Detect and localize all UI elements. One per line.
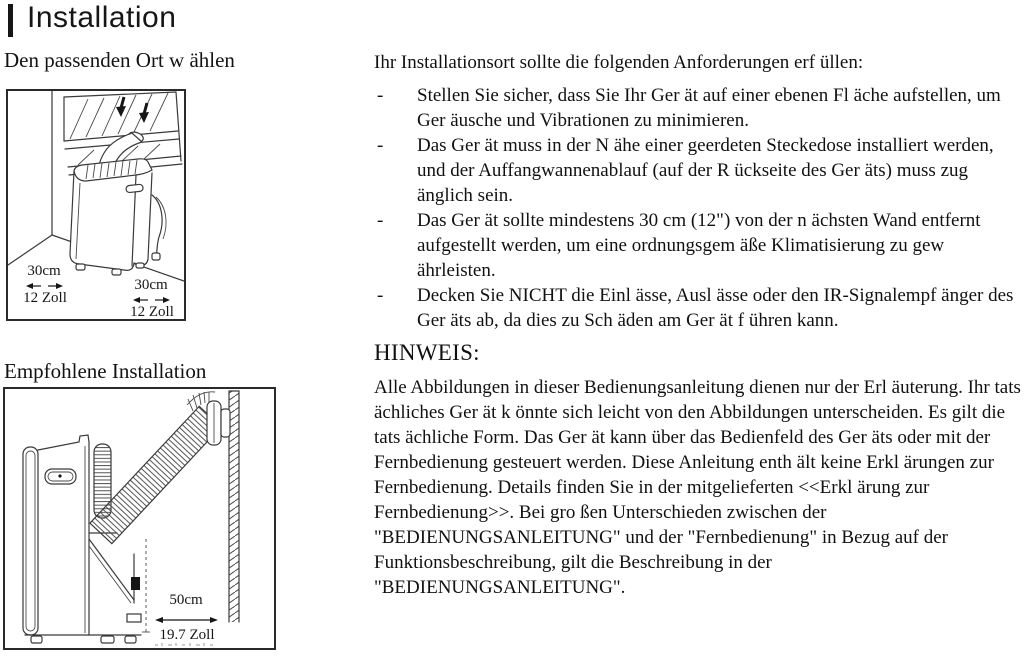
ac-unit-illustration (70, 159, 166, 275)
dimension-label: 30cm (134, 277, 168, 293)
hose-connector (207, 401, 230, 445)
bullet-dash: - (377, 85, 384, 106)
requirement-item (374, 208, 1022, 283)
dimension-label: 12 Zoll (23, 290, 67, 306)
bullet-dash: - (377, 285, 384, 306)
requirement-item (374, 83, 1022, 133)
requirement-item (374, 283, 1022, 333)
power-connector (131, 577, 140, 590)
figure-recommended-installation (3, 387, 276, 650)
site-selection-illustration (8, 91, 184, 319)
requirements-section (374, 50, 1022, 600)
cropped-text-marks (155, 643, 213, 646)
requirement-text: Stellen Sie sicher, dass Sie Ihr Ger ät auf einer ebenen Fl äche aufstellen, um Ger äusche und Vibrationen zu minimieren. (417, 85, 1001, 131)
dimension-arrow-icon (155, 617, 218, 623)
page-title: Installation (27, 1, 177, 34)
figure-site-selection (6, 89, 186, 321)
dimension-label: 19.7 Zoll (159, 627, 215, 643)
section-heading-recommended-installation: Empfohlene Installation (4, 359, 207, 383)
dimension-width (155, 592, 218, 643)
bullet-dash: - (377, 135, 384, 156)
dimension-label: 12 Zoll (130, 304, 174, 319)
handle-cutout (126, 184, 144, 193)
bullet-dash: - (377, 210, 384, 231)
requirements-list (374, 83, 1022, 333)
dimension-arrow-icon (26, 283, 63, 289)
dimension-label: 30cm (27, 263, 61, 279)
drain-hose (152, 195, 166, 260)
down-arrow-icon (139, 103, 149, 123)
requirement-text: Das Ger ät muss in der N ähe einer geerdeten Steckedose installiert werden, und der Auffangwannenablauf (auf der R ückseite des Ger äts) muss zug änglich sein. (417, 135, 994, 206)
dimension-right (130, 277, 174, 319)
section-heading-choose-location: Den passenden Ort w ählen (4, 48, 235, 72)
requirement-text: Decken Sie NICHT die Einl ässe, Ausl ässe oder den IR-Signalempf änger des Ger äts ab, da dies zu Sch äden am Ger ät f ühren kann. (417, 285, 1014, 331)
requirement-item (374, 133, 1022, 208)
down-arrow-icon (116, 97, 126, 117)
dimension-label: 50cm (169, 592, 203, 608)
note-heading: HINWEIS: (374, 340, 480, 365)
ac-unit-side-illustration (23, 435, 150, 643)
title-accent-bar (8, 4, 13, 37)
note-body: Alle Abbildungen in dieser Bedienungsanleitung dienen nur der Erl äuterung. Ihr tats ächliches Ger ät k önnte sich leicht von den Abbildungen unterscheiden. Es gilt die tats ächliche Form. Das Ger ät kann über das Bedienfeld des Ger äts oder mit der Fernbedienung gesteuert werden. Diese Anleitung enth ält keine Erkl ärungen zur Fernbedienung. Details finden Sie in der mitgelieferten <<Erkl ärung zur Fernbedienung>>. Bei gro ßen Unterschieden zwischen der "BEDIENUNGSANLEITUNG" und der "Fernbedienung" in Bezug auf der Funktionsbeschreibung, gilt die Beschreibung in der "BEDIENUNGSANLEITUNG". (374, 377, 1021, 598)
requirements-intro: Ihr Installationsort sollte die folgenden Anforderungen erf üllen: (374, 52, 864, 73)
caster-wheels (31, 636, 136, 643)
requirement-text: Das Ger ät sollte mindestens 30 cm (12") von der n ächsten Wand entfernt aufgestellt werden, um eine ordnungsgem äße Klimatisierung zu gew ährleisten. (417, 210, 981, 281)
dimension-left (23, 263, 67, 306)
dimension-arrow-icon (133, 297, 170, 303)
recommended-installation-illustration (5, 389, 274, 648)
